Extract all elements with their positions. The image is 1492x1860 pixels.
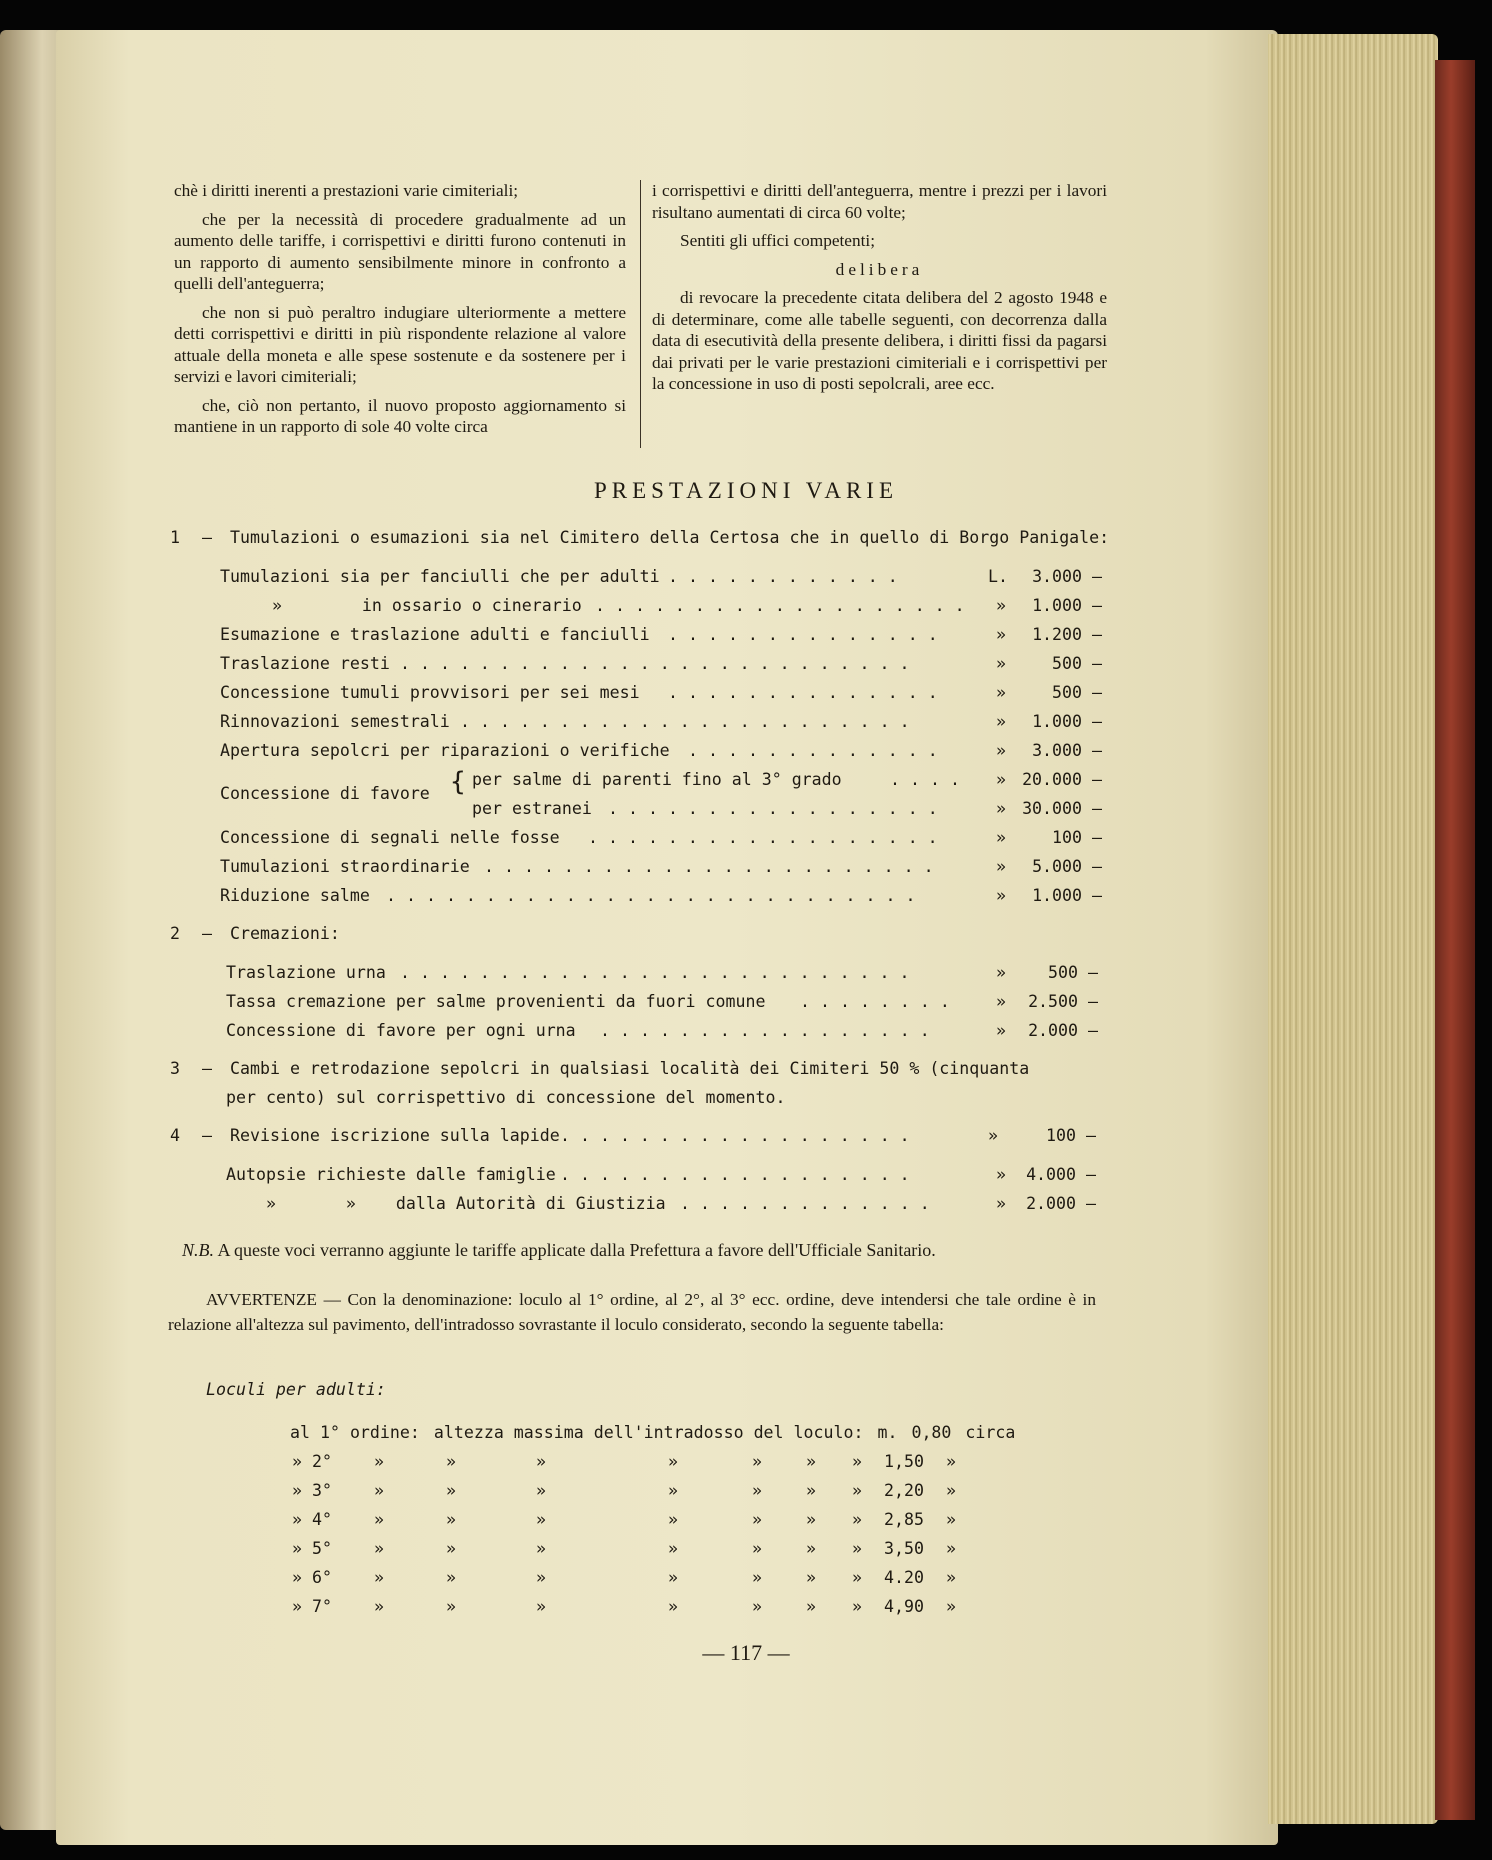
- amount: 1.000 —: [1032, 886, 1102, 905]
- ditto-mark: »: [446, 1597, 456, 1616]
- height-value: 2,20: [884, 1481, 924, 1500]
- leader-dots: . . . . . . . .: [800, 992, 950, 1011]
- ditto-mark: »: [446, 1510, 456, 1529]
- ditto-mark: »: [806, 1568, 816, 1587]
- intro-right-column: [652, 180, 1107, 402]
- leader-dots: . . . . . . . . . . . . . . . . .: [608, 799, 938, 818]
- favore-label: Concessione di favore: [220, 784, 430, 803]
- currency: »: [988, 1126, 998, 1145]
- tariff-row: Traslazione urna: [226, 963, 386, 982]
- ditto-mark: »: [806, 1452, 816, 1471]
- ditto-mark: »: [806, 1597, 816, 1616]
- sec1-number: 1: [170, 528, 180, 547]
- ditto-mark: »: [668, 1568, 678, 1587]
- tariff-subrow: per salme di parenti fino al 3° grado: [472, 770, 842, 789]
- book-cover: [1435, 60, 1475, 1820]
- nb-prefix: N.B.: [182, 1240, 215, 1260]
- intro-right-p1: i corrispettivi e diritti dell'anteguerra, mentre i prezzi per i lavori risultano aumentati di circa 60 volte;: [652, 181, 1107, 222]
- amount: 2.000 —: [1026, 1194, 1096, 1213]
- intro-right-p2: Sentiti gli uffici competenti;: [680, 231, 876, 250]
- column-divider: [640, 180, 641, 448]
- ditto-mark: »: [668, 1452, 678, 1471]
- ditto-mark: »: [374, 1597, 384, 1616]
- avvertenze-prefix: AVVERTENZE: [206, 1290, 317, 1309]
- sec2-number: 2: [170, 924, 180, 943]
- ditto-mark: »: [292, 1568, 302, 1587]
- sec1-title: Tumulazioni o esumazioni sia nel Cimitero della Certosa che in quello di Borgo Panigale:: [230, 528, 1110, 547]
- sec1-dash: —: [202, 528, 212, 547]
- currency: »: [996, 992, 1006, 1011]
- sec3-line2: per cento) sul corrispettivo di concessione del momento.: [226, 1088, 786, 1107]
- height-value: 4.20: [884, 1568, 924, 1587]
- sec2-title: Cremazioni:: [230, 924, 340, 943]
- currency: »: [996, 857, 1006, 876]
- ditto-mark: »: [292, 1452, 302, 1471]
- ditto-mark: »: [946, 1597, 956, 1616]
- order-number: 2°: [312, 1452, 332, 1471]
- ditto-mark: »: [806, 1539, 816, 1558]
- leader-dots: . . . . . . . . . . . . . . . . . . . . . . . . . .: [400, 654, 910, 673]
- currency: »: [996, 828, 1006, 847]
- currency: »: [996, 741, 1006, 760]
- tariff-subrow: per estranei: [472, 799, 592, 818]
- currency: »: [996, 1194, 1006, 1213]
- tariff-row: Tassa cremazione per salme provenienti da fuori comune: [226, 992, 766, 1011]
- ditto-mark: »: [446, 1452, 456, 1471]
- tariff-row: Esumazione e traslazione adulti e fanciulli: [220, 625, 650, 644]
- section-heading: PRESTAZIONI VARIE: [593, 478, 899, 503]
- sec4-first-row: 4 — Revisione iscrizione sulla lapide: [170, 1126, 560, 1145]
- amount: 5.000 —: [1032, 857, 1102, 876]
- amount: 1.000 —: [1032, 712, 1102, 731]
- height-value: 2,85: [884, 1510, 924, 1529]
- currency: »: [996, 1021, 1006, 1040]
- ditto-mark: »: [852, 1481, 862, 1500]
- sec2-dash: —: [202, 924, 212, 943]
- sec1-title-row: [170, 528, 1109, 547]
- amount: 4.000 —: [1026, 1165, 1096, 1184]
- currency: »: [996, 712, 1006, 731]
- ditto-mark: »: [852, 1568, 862, 1587]
- nb-text: A queste voci verranno aggiunte le tariffe applicate dalla Prefettura a favore dell'Ufficiale Sanitario.: [217, 1240, 936, 1260]
- leader-dots: . . . . . . . . . . . . . . . . .: [600, 1021, 930, 1040]
- ditto-mark: »: [946, 1452, 956, 1471]
- ditto-mark: »: [806, 1481, 816, 1500]
- order-number: 5°: [312, 1539, 332, 1558]
- tariff-row: Concessione di favore per ogni urna: [226, 1021, 576, 1040]
- currency: »: [996, 963, 1006, 982]
- order-number: 4°: [312, 1510, 332, 1529]
- ditto-mark: »: [852, 1510, 862, 1529]
- ditto-mark: »: [536, 1597, 546, 1616]
- intro-left-column: [174, 180, 626, 445]
- ditto-mark: »: [292, 1510, 302, 1529]
- tariff-row: Apertura sepolcri per riparazioni o verifiche: [220, 741, 670, 760]
- ditto-mark: »: [946, 1568, 956, 1587]
- tariff-row: Traslazione resti: [220, 654, 390, 673]
- nota-bene: [182, 1240, 936, 1261]
- leader-dots: . . . . . . . . . . . . . . . . . . . . . . .: [484, 857, 934, 876]
- order-number: 3°: [312, 1481, 332, 1500]
- leader-dots: . . . . . . . . . . . . . . . . . .: [560, 1126, 910, 1145]
- leader-dots: . . . . . . . . . . . . . .: [668, 625, 938, 644]
- ditto-mark: »: [536, 1510, 546, 1529]
- ditto-mark: »: [668, 1539, 678, 1558]
- ditto-mark: »: [946, 1539, 956, 1558]
- ditto-mark: »: [536, 1481, 546, 1500]
- order-number: 7°: [312, 1597, 332, 1616]
- height-value: 3,50: [884, 1539, 924, 1558]
- intro-right-p3: di revocare la precedente citata delibera del 2 agosto 1948 e di determinare, come alle tabelle seguenti, con decorrenza dalla data di esecutività della presente delibera, i diritti fissi da pagarsi dai privati per le varie prestazioni cimiteriali e i corrispettivi per la concessione in uso di posti sepolcrali, aree ecc.: [652, 288, 1107, 393]
- amount: 30.000 —: [1022, 799, 1102, 818]
- loculi-title: Loculi per adulti:: [206, 1380, 386, 1399]
- sec3-line1: 3 — Cambi e retrodazione sepolcri in qualsiasi località dei Cimiteri 50 % (cinquanta: [170, 1059, 1030, 1078]
- avvertenze-paragraph: [168, 1287, 1096, 1337]
- leader-dots: . . . . . . . . . . . . . . . . . .: [588, 828, 938, 847]
- tariff-row: Autopsie richieste dalle famiglie: [226, 1165, 556, 1184]
- ditto-mark: »: [752, 1568, 762, 1587]
- loculi-header-row: al 1° ordine: altezza massima dell'intradosso del loculo: m. 0,80 circa: [290, 1423, 1016, 1442]
- tariff-row: Riduzione salme: [220, 886, 370, 905]
- ditto-mark: »: [374, 1568, 384, 1587]
- currency: »: [996, 625, 1006, 644]
- ditto-mark: »: [292, 1481, 302, 1500]
- leader-dots: . . . . . . . . . . . . . . . . . . .: [595, 596, 965, 615]
- delibera-heading: delibera: [835, 259, 924, 279]
- leader-dots: . . . . . . . . . . . . . . . . . . . . . . .: [460, 712, 910, 731]
- leader-dots: . . . . . . . . . . . . . .: [668, 683, 938, 702]
- ditto-mark: »: [668, 1597, 678, 1616]
- ditto-mark: »: [536, 1452, 546, 1471]
- amount: 1.200 —: [1032, 625, 1102, 644]
- amount: 500 —: [1052, 654, 1102, 673]
- leader-dots: . . . . . . . . . . . . . . . . . . . . . . . . . .: [400, 963, 910, 982]
- amount: 3.000 —: [1032, 567, 1102, 586]
- ditto-mark: »: [752, 1597, 762, 1616]
- tariff-row: Concessione di segnali nelle fosse: [220, 828, 560, 847]
- intro-left-p2: che per la necessità di procedere gradualmente ad un aumento delle tariffe, i corrispettivi e diritti furono contenuti in un rapporto di aumento sensibilmente minore in confronto a quelli dell'anteguerra;: [174, 209, 626, 293]
- currency: »: [996, 596, 1006, 615]
- amount: 1.000 —: [1032, 596, 1102, 615]
- height-value: 4,90: [884, 1597, 924, 1616]
- avvertenze-text: — Con la denominazione: loculo al 1° ordine, al 2°, al 3° ecc. ordine, deve intendersi che tale ordine è in relazione all'altezza sul pavimento, dell'intradosso sovrastante il loculo considerato, secondo la seguente tabella:: [168, 1290, 1096, 1334]
- ditto-mark: »: [806, 1510, 816, 1529]
- page-number: — 117 —: [702, 1640, 790, 1665]
- amount: 2.500 —: [1028, 992, 1098, 1011]
- currency: »: [996, 886, 1006, 905]
- currency: »: [996, 799, 1006, 818]
- ditto-mark: »: [446, 1568, 456, 1587]
- ditto-mark: »: [852, 1452, 862, 1471]
- leader-dots: . . . .: [890, 770, 960, 789]
- amount: 100 —: [1046, 1126, 1096, 1145]
- ditto-mark: »: [752, 1481, 762, 1500]
- sec2-title-row: [170, 924, 340, 943]
- ditto-mark: »: [374, 1452, 384, 1471]
- tariff-row: » » dalla Autorità di Giustizia: [266, 1194, 666, 1213]
- tariff-row: Concessione tumuli provvisori per sei mesi: [220, 683, 640, 702]
- ditto-mark: »: [752, 1510, 762, 1529]
- leader-dots: . . . . . . . . . . . . .: [680, 1194, 930, 1213]
- ditto-mark: »: [536, 1568, 546, 1587]
- ditto-mark: »: [852, 1597, 862, 1616]
- amount: 100 —: [1052, 828, 1102, 847]
- ditto-mark: »: [668, 1510, 678, 1529]
- intro-left-p3: che non si può peraltro indugiare ulteriormente a mettere detti corrispettivi e diritti in più rispondente relazione al valore attuale della moneta e alle spese sostenute e da sostenere per i servizi e lavori cimiteriali;: [174, 302, 626, 386]
- currency: »: [996, 683, 1006, 702]
- ditto-mark: »: [292, 1539, 302, 1558]
- ditto-mark: »: [374, 1510, 384, 1529]
- brace: {: [450, 767, 466, 797]
- ditto-mark: »: [536, 1539, 546, 1558]
- currency: L.: [988, 567, 1008, 586]
- currency: »: [996, 1165, 1006, 1184]
- amount: 500 —: [1052, 683, 1102, 702]
- page-stack-edges: [1268, 34, 1438, 1824]
- currency: »: [996, 770, 1006, 789]
- ditto-mark: »: [946, 1481, 956, 1500]
- ditto-mark: »: [374, 1481, 384, 1500]
- ditto-mark: »: [446, 1481, 456, 1500]
- intro-left-p4: che, ciò non pertanto, il nuovo proposto aggiornamento si mantiene in un rapporto di sole 40 volte circa: [174, 395, 626, 436]
- amount: 2.000 —: [1028, 1021, 1098, 1040]
- ditto-mark: »: [292, 1597, 302, 1616]
- currency: »: [996, 654, 1006, 673]
- amount: 3.000 —: [1032, 741, 1102, 760]
- amount: 20.000 —: [1022, 770, 1102, 789]
- intro-left-p1: chè i diritti inerenti a prestazioni varie cimiteriali;: [174, 181, 519, 200]
- ditto-mark: »: [752, 1539, 762, 1558]
- ditto-mark: »: [852, 1539, 862, 1558]
- amount: 500 —: [1048, 963, 1098, 982]
- ditto-mark: »: [752, 1452, 762, 1471]
- leader-dots: . . . . . . . . . . . . . . . . . .: [560, 1165, 910, 1184]
- leader-dots: . . . . . . . . . . . . . . . . . . . . . . . . . . .: [386, 886, 916, 905]
- ditto-mark: »: [446, 1539, 456, 1558]
- ditto-mark: »: [374, 1539, 384, 1558]
- leader-dots: . . . . . . . . . . . .: [668, 567, 898, 586]
- ditto-mark: »: [946, 1510, 956, 1529]
- tariff-row: Rinnovazioni semestrali: [220, 712, 450, 731]
- leader-dots: . . . . . . . . . . . . .: [688, 741, 938, 760]
- height-value: 1,50: [884, 1452, 924, 1471]
- tariff-row: » in ossario o cinerario: [272, 596, 582, 615]
- ditto-mark: »: [668, 1481, 678, 1500]
- tariff-row: Tumulazioni straordinarie: [220, 857, 470, 876]
- order-number: 6°: [312, 1568, 332, 1587]
